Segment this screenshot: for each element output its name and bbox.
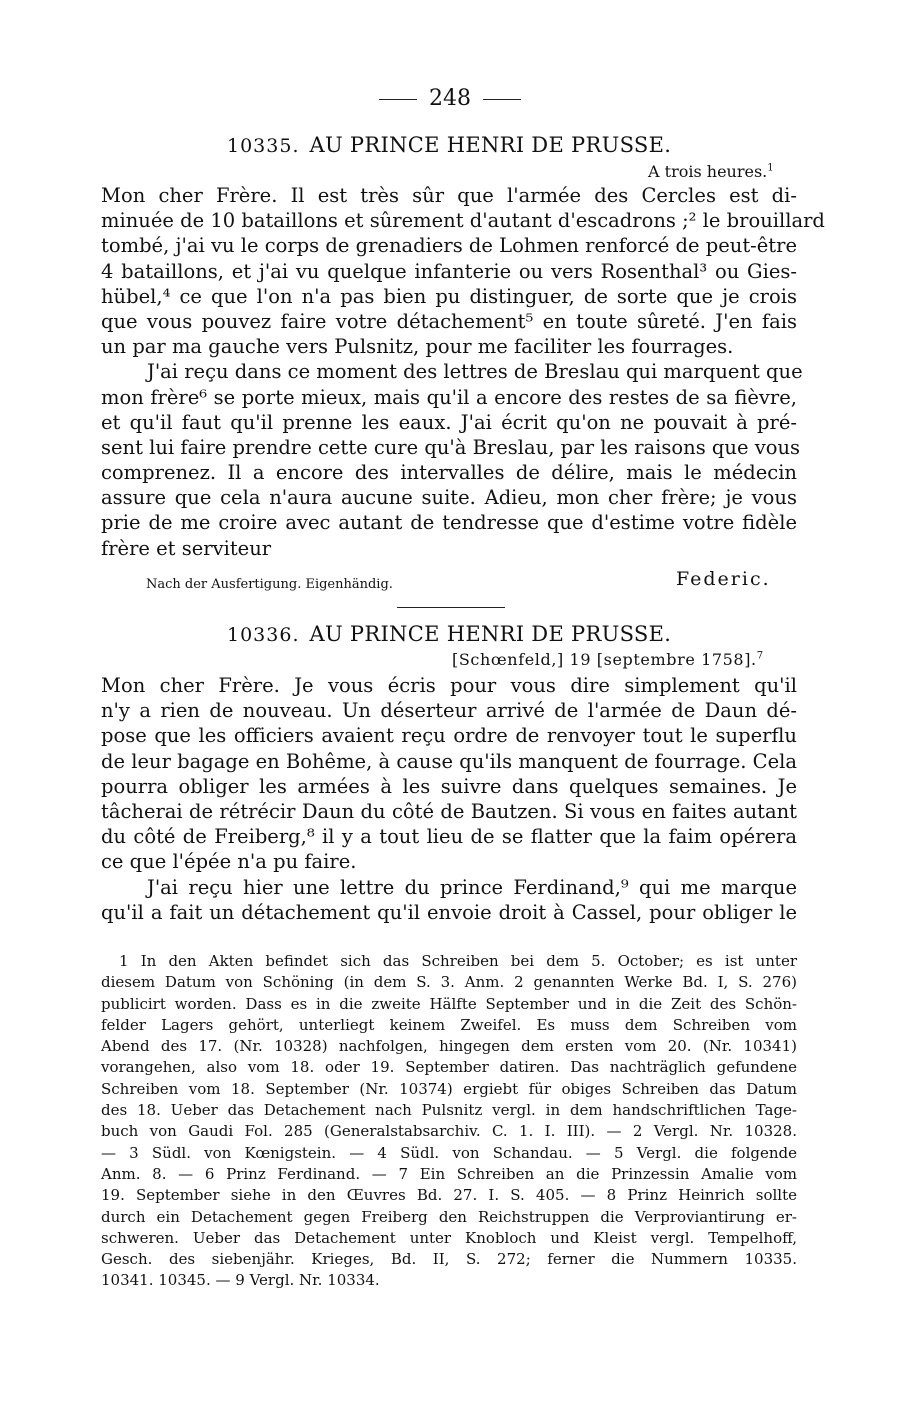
footnote-line: 19. September siehe in den Œuvres Bd. 27. I. S. 405. — 8 Prinz Heinrich sollte <box>101 1186 797 1205</box>
letter-2-line: J'ai reçu hier une lettre du prince Ferdinand,⁹ qui me marque <box>147 875 797 899</box>
footnote-line: Anm. 8. — 6 Prinz Ferdinand. — 7 Ein Schreiben an die Prinzessin Amalie vom <box>101 1164 797 1183</box>
footnotes <box>101 951 797 1292</box>
letter-2-line: ce que l'épée n'a pu faire. <box>101 850 357 874</box>
letter-2-line: qu'il a fait un détachement qu'il envoie droit à Cassel, pour obliger le <box>101 900 797 924</box>
page-number-dash-left <box>379 99 417 100</box>
letter-2-line: pose que les officiers avaient reçu ordre de renvoyer tout le superflu <box>101 724 797 748</box>
footnote-line: diesem Datum von Schöning (in dem S. 3. Anm. 2 genannten Werke Bd. I, S. 276) <box>101 973 797 992</box>
letter-1-line: mon frère⁶ se porte mieux, mais qu'il a encore des restes de sa fièvre, <box>101 385 797 409</box>
letter-1-line: comprenez. Il a encore des intervalles de délire, mais le médecin <box>101 461 797 485</box>
letter-1-signature: Federic. <box>676 568 771 590</box>
footnote-line: vorangehen, also vom 18. oder 19. September datiren. Das nachträglich gefundene <box>101 1058 797 1077</box>
letter-separator <box>397 607 505 608</box>
letter-1-line: assure que cela n'aura aucune suite. Adieu, mon cher frère; je vous <box>101 486 797 510</box>
letter-1-heading <box>227 133 671 157</box>
footnote-line: des 18. Ueber das Detachement nach Pulsnitz vergl. in dem handschriftlichen Tage- <box>101 1101 797 1120</box>
letter-1-line: et qu'il faut qu'il prenne les eaux. J'ai écrit qu'on ne pouvait à pré- <box>101 410 797 434</box>
letter-1-line: frère et serviteur <box>101 536 272 560</box>
letter-1-body <box>101 183 825 561</box>
letter-2-line: Mon cher Frère. Je vous écris pour vous dire simplement qu'il <box>101 674 797 697</box>
letter-2-dateline-text: [Schœnfeld,] 19 [septembre 1758]. <box>452 650 757 669</box>
letter-1-line: sent lui faire prendre cette cure qu'à Breslau, par les raisons que vous <box>101 435 801 459</box>
letter-2-line: pourra obliger les armées à les suivre dans quelques semaines. Je <box>101 774 797 798</box>
footnote-line: Gesch. des siebenjähr. Krieges, Bd. II, S. 272; ferner die Nummern 10335. <box>101 1250 797 1269</box>
letter-1-title: AU PRINCE HENRI DE PRUSSE. <box>309 133 672 157</box>
footnote-line: durch ein Detachement gegen Freiberg den Reichstruppen die Verproviantirung er- <box>101 1207 797 1226</box>
letter-2-line: tâcherai de rétrécir Daun du côté de Bautzen. Si vous en faites autant <box>101 799 797 823</box>
letter-1-line: que vous pouvez faire votre détachement⁵ en toute sûreté. J'en fais <box>101 309 797 333</box>
letter-1-line: un par ma gauche vers Pulsnitz, pour me faciliter les fourrages. <box>101 335 734 359</box>
letter-1-line: prie de me croire avec autant de tendresse que d'estime votre fidèle <box>101 511 797 535</box>
letter-2-dateline-note: 7 <box>756 650 764 662</box>
letter-1-line: Mon cher Frère. Il est très sûr que l'armée des Cercles est di- <box>101 184 797 207</box>
footnote-line: felder Lagers gehört, unterliegt keinem Zweifel. Es muss dem Schreiben vom <box>101 1015 797 1034</box>
letter-2-body <box>101 673 797 925</box>
page-number-dash-right <box>483 99 521 100</box>
page-number-text: 248 <box>429 86 471 111</box>
footnote-line: 10341. 10345. — 9 Vergl. Nr. 10334. <box>101 1271 380 1290</box>
footnote-line: 1 In den Akten befindet sich das Schreiben bei dem 5. October; es ist unter <box>119 952 797 970</box>
letter-1-line: tombé, j'ai vu le corps de grenadiers de Lohmen renforcé de peut-être <box>101 234 797 258</box>
footnote-line: buch von Gaudi Fol. 285 (Generalstabsarchiv. C. 1. I. III). — 2 Vergl. Nr. 10328. <box>101 1122 797 1141</box>
letter-2-number: 10336. <box>227 624 300 646</box>
letter-1-line: 4 bataillons, et j'ai vu quelque infanterie ou vers Rosenthal³ ou Gies- <box>101 259 797 283</box>
page-number <box>0 86 900 111</box>
letter-1-source-note: Nach der Ausfertigung. Eigenhändig. <box>146 577 393 592</box>
footnote-line: — 3 Südl. von Kœnigstein. — 4 Südl. von Schandau. — 5 Vergl. die folgende <box>101 1143 797 1162</box>
letter-2-dateline <box>452 650 764 669</box>
letter-2-title: AU PRINCE HENRI DE PRUSSE. <box>309 622 672 646</box>
letter-1-line: hübel,⁴ ce que l'on n'a pas bien pu distinguer, de sorte que je crois <box>101 284 797 308</box>
letter-2-line: de leur bagage en Bohême, à cause qu'ils manquent de fourrage. Cela <box>101 749 797 773</box>
letter-1-number: 10335. <box>227 135 300 157</box>
letter-1-dateline-note: 1 <box>767 162 774 174</box>
letter-1-line: J'ai reçu dans ce moment des lettres de Breslau qui marquent que <box>147 360 803 384</box>
letter-2-line: n'y a rien de nouveau. Un déserteur arrivé de l'armée de Daun dé- <box>101 699 797 723</box>
letter-2-heading <box>227 622 671 646</box>
letter-1-dateline-text: A trois heures. <box>648 162 768 181</box>
letter-1-line: minuée de 10 bataillons et sûrement d'autant d'escadrons ;² le brouillard <box>101 209 825 233</box>
footnote-line: Schreiben vom 18. September (Nr. 10374) ergiebt für obiges Schreiben das Datum <box>101 1079 797 1098</box>
letter-2-line: du côté de Freiberg,⁸ il y a tout lieu de se flatter que la faim opérera <box>101 825 797 849</box>
footnote-line: schweren. Ueber das Detachement unter Knobloch und Kleist vergl. Tempelhoff, <box>101 1228 797 1247</box>
footnote-line: publicirt worden. Dass es in die zweite Hälfte September und in die Zeit des Schön- <box>101 994 797 1013</box>
footnote-line: Abend des 17. (Nr. 10328) nachfolgen, hingegen dem ersten vom 20. (Nr. 10341) <box>101 1037 797 1056</box>
letter-1-dateline <box>648 162 774 181</box>
